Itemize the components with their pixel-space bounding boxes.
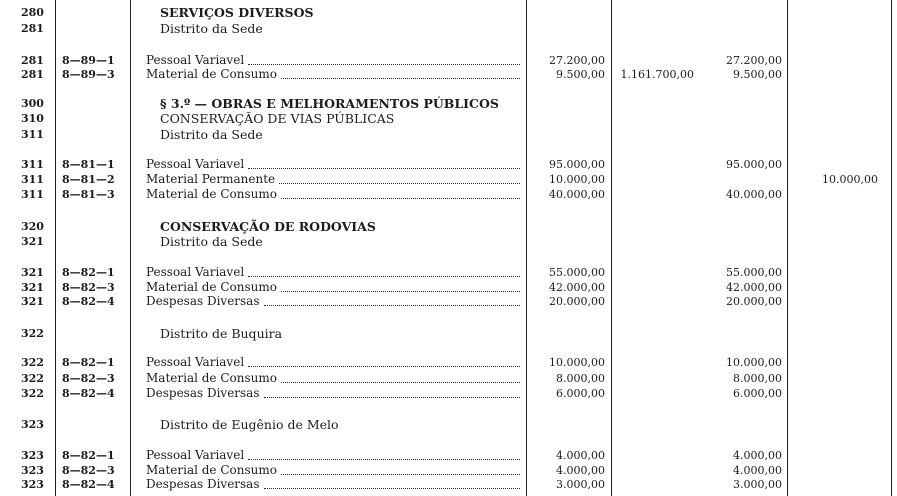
section-subtitle: CONSERVAÇÃO DE VIAS PÚBLICAS [160, 111, 395, 126]
amount-col-1: 10.000,00 [549, 356, 605, 369]
amount-col-3: 8.000,00 [733, 372, 782, 385]
amount-col-3: 40.000,00 [726, 188, 782, 201]
dot-leader [281, 78, 520, 79]
amount-col-2: 1.161.700,00 [620, 68, 694, 81]
table-row [0, 477, 897, 492]
table-row [0, 96, 897, 111]
item-description: Pessoal Variavel [146, 265, 245, 279]
item-number: 311 [21, 128, 44, 141]
dot-leader [248, 64, 520, 65]
amount-col-1: 6.000,00 [556, 387, 605, 400]
item-number: 322 [21, 387, 44, 400]
item-number: 321 [21, 235, 44, 248]
table-row [0, 127, 897, 142]
section-subtitle: Distrito da Sede [160, 234, 263, 249]
amount-col-1: 55.000,00 [549, 266, 605, 279]
section-heading: SERVIÇOS DIVERSOS [160, 5, 314, 20]
amount-col-3: 10.000,00 [726, 356, 782, 369]
table-row [0, 265, 897, 280]
table-row [0, 417, 897, 432]
table-row [0, 157, 897, 172]
item-number: 300 [21, 97, 44, 110]
item-description: Material Permanente [146, 172, 276, 186]
item-number: 322 [21, 327, 44, 340]
amount-col-3: 3.000,00 [733, 478, 782, 491]
item-number: 320 [21, 220, 44, 233]
amount-col-3: 27.200,00 [726, 54, 782, 67]
section-subtitle: Distrito de Eugênio de Melo [160, 417, 339, 432]
item-description: Pessoal Variavel [146, 355, 245, 369]
section-subtitle: Distrito da Sede [160, 21, 263, 36]
dot-leader [248, 366, 520, 367]
dot-leader [264, 397, 520, 398]
amount-col-1: 4.000,00 [556, 449, 605, 462]
amount-col-1: 20.000,00 [549, 295, 605, 308]
account-code: 8—89—3 [62, 68, 115, 81]
item-description: Despesas Diversas [146, 477, 260, 491]
amount-col-3: 20.000,00 [726, 295, 782, 308]
item-description: Pessoal Variavel [146, 448, 245, 462]
item-number: 323 [21, 449, 44, 462]
amount-col-3: 9.500,00 [733, 68, 782, 81]
account-code: 8—81—2 [62, 173, 115, 186]
amount-col-1: 8.000,00 [556, 372, 605, 385]
amount-col-3: 6.000,00 [733, 387, 782, 400]
table-row [0, 111, 897, 126]
section-heading: § 3.º — OBRAS E MELHORAMENTOS PÚBLICOS [160, 96, 499, 111]
table-row [0, 21, 897, 36]
table-row [0, 326, 897, 341]
item-description: Pessoal Variavel [146, 157, 245, 171]
account-code: 8—82—1 [62, 356, 115, 369]
section-subtitle: Distrito da Sede [160, 127, 263, 142]
dot-leader [264, 305, 520, 306]
item-description: Material de Consumo [146, 371, 277, 385]
section-heading: CONSERVAÇÃO DE RODOVIAS [160, 219, 376, 234]
item-number: 281 [21, 68, 44, 81]
table-row [0, 67, 897, 82]
account-code: 8—82—3 [62, 464, 115, 477]
amount-col-1: 27.200,00 [549, 54, 605, 67]
table-row [0, 280, 897, 295]
account-code: 8—82—1 [62, 266, 115, 279]
item-number: 311 [21, 158, 44, 171]
item-number: 321 [21, 281, 44, 294]
item-number: 323 [21, 418, 44, 431]
section-subtitle: Distrito de Buquira [160, 326, 283, 341]
item-number: 321 [21, 266, 44, 279]
table-row [0, 5, 897, 20]
dot-leader [279, 183, 520, 184]
dot-leader [281, 291, 520, 292]
amount-col-1: 42.000,00 [549, 281, 605, 294]
amount-col-1: 3.000,00 [556, 478, 605, 491]
item-number: 281 [21, 22, 44, 35]
dot-leader [248, 459, 520, 460]
table-row [0, 219, 897, 234]
account-code: 8—81—1 [62, 158, 115, 171]
account-code: 8—82—4 [62, 387, 115, 400]
table-row [0, 172, 897, 187]
table-row [0, 371, 897, 386]
amount-col-3: 95.000,00 [726, 158, 782, 171]
dot-leader [248, 276, 520, 277]
table-row [0, 463, 897, 478]
item-number: 322 [21, 356, 44, 369]
dot-leader [248, 168, 520, 169]
table-row [0, 448, 897, 463]
item-description: Material de Consumo [146, 187, 277, 201]
item-number: 311 [21, 173, 44, 186]
amount-col-3: 4.000,00 [733, 449, 782, 462]
amount-col-3: 42.000,00 [726, 281, 782, 294]
item-number: 323 [21, 478, 44, 491]
item-description: Despesas Diversas [146, 294, 260, 308]
account-code: 8—82—1 [62, 449, 115, 462]
item-description: Pessoal Variavel [146, 53, 245, 67]
table-row [0, 355, 897, 370]
amount-col-4: 10.000,00 [822, 173, 878, 186]
account-code: 8—82—3 [62, 372, 115, 385]
amount-col-1: 10.000,00 [549, 173, 605, 186]
item-number: 321 [21, 295, 44, 308]
amount-col-1: 4.000,00 [556, 464, 605, 477]
item-number: 310 [21, 112, 44, 125]
table-row [0, 53, 897, 68]
amount-col-1: 40.000,00 [549, 188, 605, 201]
item-description: Material de Consumo [146, 463, 277, 477]
item-number: 311 [21, 188, 44, 201]
amount-col-3: 55.000,00 [726, 266, 782, 279]
item-number: 281 [21, 54, 44, 67]
table-row [0, 294, 897, 309]
account-code: 8—81—3 [62, 188, 115, 201]
table-row [0, 234, 897, 249]
account-code: 8—89—1 [62, 54, 115, 67]
dot-leader [281, 474, 520, 475]
item-description: Material de Consumo [146, 67, 277, 81]
item-number: 280 [21, 6, 44, 19]
account-code: 8—82—3 [62, 281, 115, 294]
amount-col-1: 95.000,00 [549, 158, 605, 171]
table-row [0, 187, 897, 202]
dot-leader [264, 488, 520, 489]
account-code: 8—82—4 [62, 295, 115, 308]
item-number: 323 [21, 464, 44, 477]
item-description: Despesas Diversas [146, 386, 260, 400]
amount-col-3: 4.000,00 [733, 464, 782, 477]
account-code: 8—82—4 [62, 478, 115, 491]
table-row [0, 386, 897, 401]
item-number: 322 [21, 372, 44, 385]
dot-leader [281, 198, 520, 199]
item-description: Material de Consumo [146, 280, 277, 294]
amount-col-1: 9.500,00 [556, 68, 605, 81]
dot-leader [281, 382, 520, 383]
